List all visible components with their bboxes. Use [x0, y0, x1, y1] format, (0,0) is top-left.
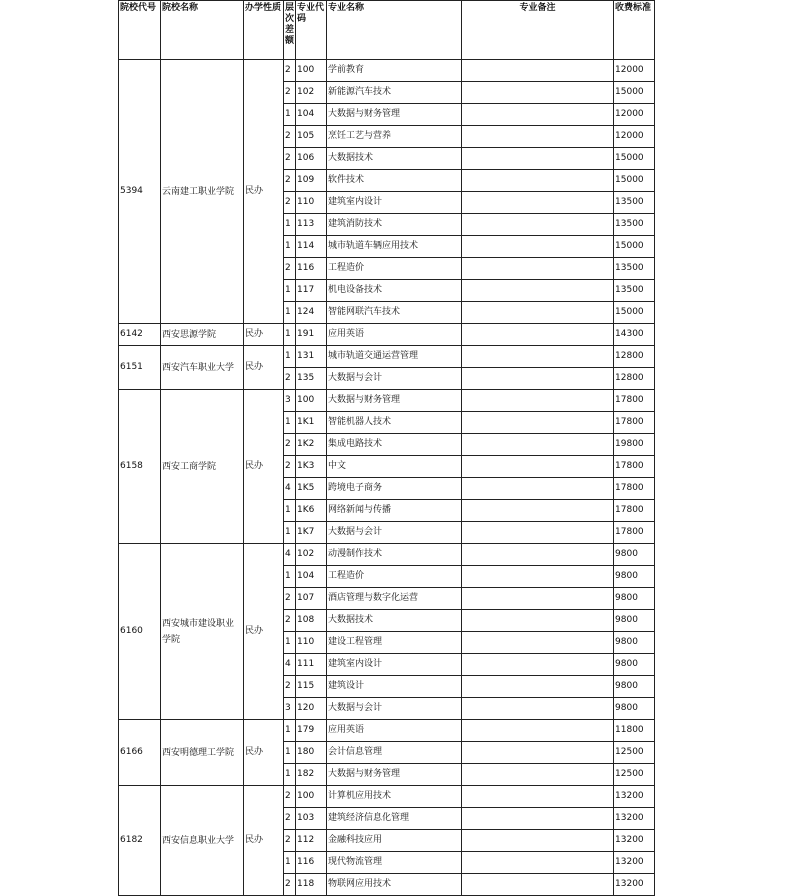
cell-program-code: 115 — [296, 676, 327, 698]
cell-program-note — [462, 148, 614, 170]
cell-fee: 12500 — [614, 742, 655, 764]
cell-fee: 17800 — [614, 500, 655, 522]
cell-level: 4 — [284, 654, 296, 676]
cell-program-note — [462, 60, 614, 82]
cell-level: 2 — [284, 82, 296, 104]
cell-level: 2 — [284, 170, 296, 192]
cell-program-name: 大数据与财务管理 — [327, 390, 462, 412]
cell-program-note — [462, 676, 614, 698]
cell-program-name: 集成电路技术 — [327, 434, 462, 456]
cell-fee: 17800 — [614, 522, 655, 544]
cell-school-code: 6160 — [119, 544, 161, 720]
cell-school-code: 5394 — [119, 60, 161, 324]
cell-program-name: 应用英语 — [327, 720, 462, 742]
cell-program-note — [462, 368, 614, 390]
cell-fee: 13200 — [614, 786, 655, 808]
cell-program-name: 金融科技应用 — [327, 830, 462, 852]
cell-program-name: 大数据与会计 — [327, 522, 462, 544]
cell-program-code: 107 — [296, 588, 327, 610]
cell-fee: 9800 — [614, 632, 655, 654]
program-fee-table — [118, 0, 655, 896]
cell-program-name: 城市轨道车辆应用技术 — [327, 236, 462, 258]
cell-program-name: 建筑消防技术 — [327, 214, 462, 236]
cell-program-code: 116 — [296, 258, 327, 280]
cell-level: 2 — [284, 874, 296, 896]
cell-program-note — [462, 830, 614, 852]
cell-fee: 9800 — [614, 610, 655, 632]
cell-fee: 17800 — [614, 478, 655, 500]
cell-fee: 17800 — [614, 456, 655, 478]
cell-level: 1 — [284, 852, 296, 874]
cell-level: 2 — [284, 588, 296, 610]
cell-program-note — [462, 852, 614, 874]
header-program-note: 专业备注 — [462, 1, 614, 60]
cell-program-code: 104 — [296, 104, 327, 126]
cell-program-name: 建筑设计 — [327, 676, 462, 698]
cell-fee: 11800 — [614, 720, 655, 742]
cell-program-name: 建筑室内设计 — [327, 654, 462, 676]
cell-level: 1 — [284, 742, 296, 764]
cell-program-note — [462, 302, 614, 324]
cell-program-note — [462, 456, 614, 478]
cell-fee: 9800 — [614, 654, 655, 676]
table-row — [119, 324, 655, 346]
table-row — [119, 390, 655, 412]
cell-fee: 12500 — [614, 764, 655, 786]
cell-program-name: 智能机器人技术 — [327, 412, 462, 434]
cell-program-note — [462, 808, 614, 830]
cell-fee: 15000 — [614, 82, 655, 104]
cell-level: 3 — [284, 698, 296, 720]
cell-program-code: 191 — [296, 324, 327, 346]
cell-program-code: 113 — [296, 214, 327, 236]
cell-program-code: 1K2 — [296, 434, 327, 456]
cell-level: 2 — [284, 808, 296, 830]
cell-level: 2 — [284, 258, 296, 280]
cell-program-name: 大数据与财务管理 — [327, 764, 462, 786]
cell-program-code: 124 — [296, 302, 327, 324]
cell-level: 2 — [284, 368, 296, 390]
cell-level: 2 — [284, 830, 296, 852]
cell-school-type: 民办 — [244, 390, 284, 544]
cell-program-code: 180 — [296, 742, 327, 764]
cell-program-name: 中文 — [327, 456, 462, 478]
cell-level: 1 — [284, 764, 296, 786]
table-row — [119, 544, 655, 566]
cell-level: 2 — [284, 148, 296, 170]
header-level: 层次差额 — [284, 1, 296, 60]
header-program-code: 专业代码 — [296, 1, 327, 60]
cell-program-code: 104 — [296, 566, 327, 588]
cell-program-name: 大数据与会计 — [327, 368, 462, 390]
cell-program-code: 112 — [296, 830, 327, 852]
cell-school-code: 6182 — [119, 786, 161, 896]
cell-program-code: 102 — [296, 544, 327, 566]
cell-level: 4 — [284, 478, 296, 500]
cell-level: 2 — [284, 676, 296, 698]
cell-program-note — [462, 874, 614, 896]
cell-level: 1 — [284, 302, 296, 324]
cell-fee: 13500 — [614, 192, 655, 214]
cell-fee: 12800 — [614, 346, 655, 368]
cell-program-code: 1K6 — [296, 500, 327, 522]
cell-school-code: 6158 — [119, 390, 161, 544]
cell-program-code: 109 — [296, 170, 327, 192]
table-row — [119, 346, 655, 368]
cell-school-name: 西安思源学院 — [161, 324, 244, 346]
cell-fee: 13200 — [614, 808, 655, 830]
cell-program-code: 106 — [296, 148, 327, 170]
cell-school-name: 云南建工职业学院 — [161, 60, 244, 324]
cell-school-name: 西安明德理工学院 — [161, 720, 244, 786]
cell-program-note — [462, 324, 614, 346]
cell-program-note — [462, 434, 614, 456]
cell-program-code: 103 — [296, 808, 327, 830]
cell-school-name: 西安城市建设职业学院 — [161, 544, 244, 720]
cell-program-name: 建筑经济信息化管理 — [327, 808, 462, 830]
cell-fee: 15000 — [614, 170, 655, 192]
cell-school-type: 民办 — [244, 720, 284, 786]
cell-program-name: 新能源汽车技术 — [327, 82, 462, 104]
cell-fee: 19800 — [614, 434, 655, 456]
cell-level: 2 — [284, 60, 296, 82]
cell-program-code: 114 — [296, 236, 327, 258]
cell-program-code: 120 — [296, 698, 327, 720]
cell-level: 1 — [284, 720, 296, 742]
cell-program-code: 110 — [296, 632, 327, 654]
cell-level: 1 — [284, 566, 296, 588]
cell-program-note — [462, 82, 614, 104]
cell-program-note — [462, 390, 614, 412]
table-row — [119, 60, 655, 82]
cell-program-name: 物联网应用技术 — [327, 874, 462, 896]
cell-fee: 12000 — [614, 60, 655, 82]
cell-program-name: 会计信息管理 — [327, 742, 462, 764]
cell-program-note — [462, 214, 614, 236]
cell-program-note — [462, 500, 614, 522]
cell-fee: 12000 — [614, 126, 655, 148]
cell-fee: 17800 — [614, 390, 655, 412]
cell-fee: 13500 — [614, 280, 655, 302]
cell-program-code: 117 — [296, 280, 327, 302]
cell-program-code: 100 — [296, 786, 327, 808]
cell-level: 1 — [284, 346, 296, 368]
cell-level: 1 — [284, 522, 296, 544]
cell-program-note — [462, 764, 614, 786]
cell-program-note — [462, 720, 614, 742]
cell-program-note — [462, 566, 614, 588]
cell-program-code: 118 — [296, 874, 327, 896]
table-body — [119, 60, 655, 896]
cell-program-name: 网络新闻与传播 — [327, 500, 462, 522]
header-school-name: 院校名称 — [161, 1, 244, 60]
cell-level: 2 — [284, 786, 296, 808]
cell-level: 1 — [284, 214, 296, 236]
cell-level: 2 — [284, 456, 296, 478]
cell-program-note — [462, 742, 614, 764]
cell-fee: 13500 — [614, 258, 655, 280]
cell-fee: 13500 — [614, 214, 655, 236]
cell-program-name: 酒店管理与数字化运营 — [327, 588, 462, 610]
table-row — [119, 786, 655, 808]
cell-level: 3 — [284, 390, 296, 412]
cell-fee: 9800 — [614, 676, 655, 698]
cell-program-code: 116 — [296, 852, 327, 874]
cell-program-note — [462, 192, 614, 214]
header-fee: 收费标准 — [614, 1, 655, 60]
header-school-code: 院校代号 — [119, 1, 161, 60]
cell-program-name: 机电设备技术 — [327, 280, 462, 302]
cell-program-code: 131 — [296, 346, 327, 368]
cell-program-note — [462, 632, 614, 654]
cell-program-code: 1K1 — [296, 412, 327, 434]
cell-school-code: 6142 — [119, 324, 161, 346]
cell-level: 1 — [284, 412, 296, 434]
cell-fee: 12800 — [614, 368, 655, 390]
cell-fee: 15000 — [614, 236, 655, 258]
cell-level: 1 — [284, 280, 296, 302]
cell-program-code: 111 — [296, 654, 327, 676]
cell-program-name: 动漫制作技术 — [327, 544, 462, 566]
cell-program-name: 跨境电子商务 — [327, 478, 462, 500]
cell-program-note — [462, 654, 614, 676]
cell-school-type: 民办 — [244, 324, 284, 346]
cell-program-name: 大数据与财务管理 — [327, 104, 462, 126]
header-program-name: 专业名称 — [327, 1, 462, 60]
cell-school-name: 西安工商学院 — [161, 390, 244, 544]
cell-program-name: 现代物流管理 — [327, 852, 462, 874]
cell-program-note — [462, 104, 614, 126]
cell-level: 2 — [284, 610, 296, 632]
header-row — [119, 1, 655, 60]
cell-level: 4 — [284, 544, 296, 566]
cell-school-type: 民办 — [244, 346, 284, 390]
cell-level: 1 — [284, 632, 296, 654]
cell-program-name: 学前教育 — [327, 60, 462, 82]
cell-school-type: 民办 — [244, 544, 284, 720]
cell-program-code: 135 — [296, 368, 327, 390]
cell-program-name: 建筑室内设计 — [327, 192, 462, 214]
admission-fee-sheet — [118, 0, 655, 896]
cell-program-name: 烹饪工艺与营养 — [327, 126, 462, 148]
cell-program-name: 工程造价 — [327, 258, 462, 280]
cell-program-name: 软件技术 — [327, 170, 462, 192]
cell-program-code: 179 — [296, 720, 327, 742]
cell-program-name: 建设工程管理 — [327, 632, 462, 654]
cell-program-name: 工程造价 — [327, 566, 462, 588]
cell-program-code: 1K5 — [296, 478, 327, 500]
cell-school-type: 民办 — [244, 60, 284, 324]
cell-fee: 9800 — [614, 698, 655, 720]
cell-program-note — [462, 258, 614, 280]
cell-program-note — [462, 126, 614, 148]
cell-program-note — [462, 522, 614, 544]
cell-level: 1 — [284, 324, 296, 346]
cell-program-code: 110 — [296, 192, 327, 214]
cell-fee: 12000 — [614, 104, 655, 126]
cell-program-code: 105 — [296, 126, 327, 148]
cell-fee: 13200 — [614, 852, 655, 874]
cell-school-name: 西安汽车职业大学 — [161, 346, 244, 390]
cell-level: 2 — [284, 434, 296, 456]
cell-fee: 9800 — [614, 544, 655, 566]
cell-school-code: 6166 — [119, 720, 161, 786]
cell-level: 1 — [284, 104, 296, 126]
cell-program-code: 108 — [296, 610, 327, 632]
cell-program-note — [462, 170, 614, 192]
cell-fee: 17800 — [614, 412, 655, 434]
cell-program-note — [462, 588, 614, 610]
cell-program-note — [462, 236, 614, 258]
table-row — [119, 720, 655, 742]
cell-school-type: 民办 — [244, 786, 284, 896]
cell-program-note — [462, 610, 614, 632]
cell-program-name: 应用英语 — [327, 324, 462, 346]
cell-fee: 14300 — [614, 324, 655, 346]
header-school-type: 办学性质 — [244, 1, 284, 60]
cell-fee: 15000 — [614, 302, 655, 324]
cell-program-note — [462, 280, 614, 302]
cell-program-code: 102 — [296, 82, 327, 104]
cell-program-name: 大数据技术 — [327, 610, 462, 632]
cell-level: 1 — [284, 236, 296, 258]
cell-level: 2 — [284, 126, 296, 148]
cell-program-code: 100 — [296, 60, 327, 82]
cell-program-note — [462, 698, 614, 720]
cell-program-code: 1K3 — [296, 456, 327, 478]
cell-school-code: 6151 — [119, 346, 161, 390]
cell-program-name: 大数据与会计 — [327, 698, 462, 720]
cell-fee: 13200 — [614, 874, 655, 896]
cell-fee: 9800 — [614, 566, 655, 588]
cell-fee: 9800 — [614, 588, 655, 610]
cell-program-code: 182 — [296, 764, 327, 786]
cell-program-note — [462, 412, 614, 434]
cell-school-name: 西安信息职业大学 — [161, 786, 244, 896]
cell-fee: 13200 — [614, 830, 655, 852]
cell-level: 1 — [284, 500, 296, 522]
cell-fee: 15000 — [614, 148, 655, 170]
cell-program-code: 100 — [296, 390, 327, 412]
cell-program-note — [462, 478, 614, 500]
cell-program-name: 大数据技术 — [327, 148, 462, 170]
cell-program-name: 城市轨道交通运营管理 — [327, 346, 462, 368]
cell-program-note — [462, 786, 614, 808]
cell-program-name: 计算机应用技术 — [327, 786, 462, 808]
cell-program-note — [462, 544, 614, 566]
cell-program-name: 智能网联汽车技术 — [327, 302, 462, 324]
cell-program-code: 1K7 — [296, 522, 327, 544]
cell-program-note — [462, 346, 614, 368]
cell-level: 2 — [284, 192, 296, 214]
